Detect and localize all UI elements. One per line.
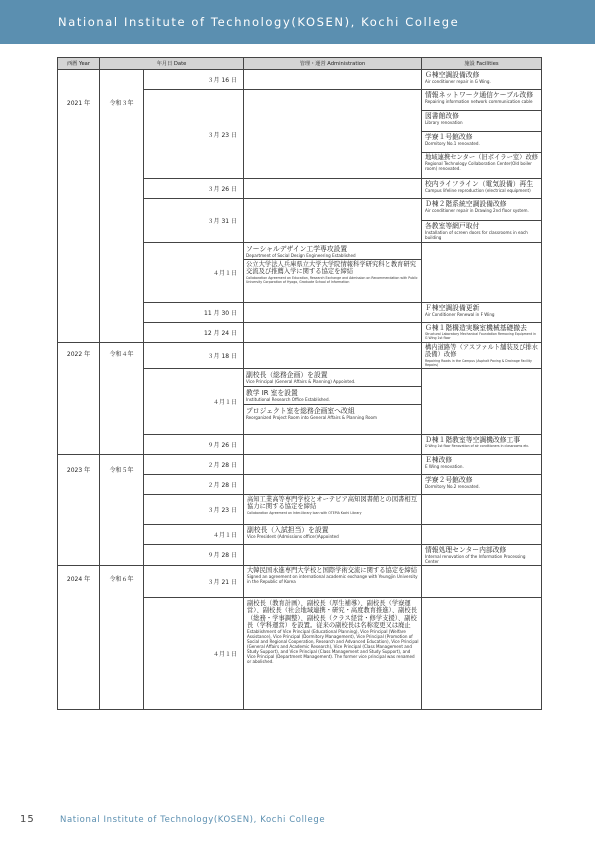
admin-cell bbox=[244, 368, 422, 434]
fac-text-en: Air conditioner repair in Drawing 2nd floor system. bbox=[425, 208, 529, 213]
fac-text-jp: 学寮１号館改修 bbox=[425, 133, 473, 141]
header-facilities: 施設 Facilities bbox=[422, 58, 542, 70]
date-cell: 12 月 24 日 bbox=[144, 323, 244, 343]
admin-cell bbox=[244, 474, 422, 494]
admin-cell bbox=[244, 179, 422, 199]
admin-text-jp: ソーシャルデザイン工学専攻設置 bbox=[246, 245, 348, 253]
fac-text-jp: 学寮２号館改修 bbox=[425, 475, 473, 484]
date-cell: ４月１日 bbox=[144, 368, 244, 434]
fac-text-en: Structural Laboratory Mechanical Foundation Removing Equipment in G Wing 1st floor bbox=[425, 332, 537, 340]
fac-text-jp: Ｇ棟空調設備改修 bbox=[425, 71, 480, 79]
header-title: National Institute of Technology(KOSEN), Kochi College bbox=[58, 15, 460, 29]
facilities-cell bbox=[422, 494, 542, 524]
facilities-cell bbox=[422, 132, 542, 153]
admin-text-jp: 教学 IR 室を設置 bbox=[246, 388, 298, 397]
admin-text-en: Vice Principal (General Affairs & Planning) Appointed. bbox=[246, 378, 356, 384]
admin-cell bbox=[244, 597, 422, 709]
admin-text-jp: 副校長（教育計画）、副校長（厚生補導）、副校長（学寮運営）、副校長（社会地域連携・研究・高度教育推進）、副校長（総務・学事調整）、副校長（クラス経営・修学支援）、副校長（学科運営）を設置。従来の副校長は名称変更又は廃止 bbox=[247, 599, 418, 630]
admin-cell bbox=[244, 303, 422, 323]
admin-text-en: Vice President (Admissions officer)Appointed bbox=[247, 533, 339, 539]
admin-cell bbox=[244, 524, 422, 544]
admin-cell bbox=[244, 323, 422, 343]
admin-cell bbox=[244, 494, 422, 524]
table-row bbox=[58, 343, 542, 369]
admin-text-en: Department of Social Design Engineering Established bbox=[246, 253, 356, 258]
admin-text-jp: 副校長（入試担当）を設置 bbox=[247, 525, 329, 534]
fac-text-en: D Wing 1st floor Renovation of air conditioners in classrooms etc. bbox=[425, 443, 530, 448]
facilities-cell bbox=[422, 343, 542, 369]
facilities-cell bbox=[422, 303, 542, 323]
era-cell: 令和６年 bbox=[100, 565, 144, 709]
date-cell: 11 月 30 日 bbox=[144, 303, 244, 323]
date-cell: ３月 23 日 bbox=[144, 494, 244, 524]
admin-cell bbox=[244, 90, 422, 179]
header-date: 年月日 Date bbox=[100, 58, 244, 70]
fac-text-jp: 図書館改修 bbox=[425, 112, 459, 120]
date-cell: ９月 28 日 bbox=[144, 544, 244, 565]
date-cell: ２月 28 日 bbox=[144, 474, 244, 494]
facilities-cell bbox=[422, 243, 542, 303]
fac-text-en: Internal renovation of the Information Processing Center bbox=[425, 553, 526, 564]
date-cell: ３月 18 日 bbox=[144, 343, 244, 369]
facilities-cell bbox=[422, 565, 542, 597]
footer-title: National Institute of Technology(KOSEN), Kochi College bbox=[60, 815, 326, 825]
fac-text-jp: Ｅ棟改修 bbox=[425, 455, 453, 464]
facilities-cell bbox=[422, 454, 542, 474]
fac-text-jp: Ｄ棟２階系統空調設備改修 bbox=[425, 200, 507, 208]
admin-text-en: Collaboration Agreement on Education, Research Exchange and Admission on Recommendation with Public University Corporation of Hyogo, Graduate School of Information bbox=[246, 275, 418, 284]
fac-text-en: Dormitory No.2 renovated. bbox=[425, 483, 480, 489]
table-row bbox=[58, 70, 542, 90]
facilities-cell bbox=[422, 524, 542, 544]
admin-cell bbox=[244, 434, 422, 454]
date-cell: ３月 23 日 bbox=[144, 90, 244, 179]
fac-text-en: E Wing renovation. bbox=[425, 463, 464, 469]
page-header-band bbox=[0, 0, 595, 44]
admin-text-jp: 高知工業高等専門学校とオーテピア高知図書館との図書相互協力に関する協定を締結 bbox=[247, 495, 418, 511]
fac-text-jp: 情報処理センター内部改修 bbox=[425, 545, 507, 554]
year-cell: 2022 年 bbox=[58, 343, 100, 455]
facilities-cell bbox=[422, 111, 542, 132]
fac-text-jp: 構内道路等（アスファルト舗装及び排水設備）改修 bbox=[425, 344, 538, 359]
fac-text-jp: Ｆ棟空調設備更新 bbox=[425, 304, 480, 312]
admin-text-en: Institutional Research Office Established. bbox=[246, 396, 330, 402]
admin-text-en: Signed an agreement on international academic exchange with Yeungjin University in the Republic of Korea bbox=[247, 574, 418, 585]
era-cell: 令和３年 bbox=[100, 70, 144, 343]
fac-text-en: Air conditioner repair in G Wing. bbox=[425, 79, 491, 84]
year-cell: 2023 年 bbox=[58, 454, 100, 565]
admin-cell bbox=[244, 343, 422, 369]
admin-cell bbox=[244, 544, 422, 565]
fac-text-jp: 情報ネットワーク通信ケーブル改修 bbox=[425, 91, 534, 99]
admin-cell bbox=[244, 565, 422, 597]
date-cell: ４月１日 bbox=[144, 524, 244, 544]
facilities-cell bbox=[422, 199, 542, 221]
history-table bbox=[57, 57, 542, 710]
table-row bbox=[58, 565, 542, 597]
era-cell: 令和５年 bbox=[100, 454, 144, 565]
date-cell: ４月１日 bbox=[144, 243, 244, 303]
date-cell: ２月 28 日 bbox=[144, 454, 244, 474]
facilities-cell bbox=[422, 153, 542, 179]
history-table-container bbox=[57, 57, 541, 710]
fac-text-jp: 地域連携センター（旧ボイラー室）改修 bbox=[425, 154, 539, 161]
fac-text-en: Installation of screen doors for classrooms in each building bbox=[425, 230, 528, 240]
fac-text-en: Air Conditioner Renewal in F Wing bbox=[425, 312, 495, 317]
fac-text-en: Library renovation bbox=[425, 120, 463, 125]
date-cell: ９月 26 日 bbox=[144, 434, 244, 454]
admin-cell bbox=[244, 199, 422, 243]
fac-text-jp: 校内ライフライン（電気設備）再生 bbox=[425, 180, 534, 188]
fac-text-jp: Ｄ棟１階教室等空調機改修工事 bbox=[425, 435, 521, 444]
table-header-row bbox=[58, 58, 542, 70]
fac-text-en: Regional Technology Collaboration Center(Old boiler room) renovated. bbox=[425, 161, 532, 172]
admin-cell bbox=[244, 70, 422, 90]
fac-text-jp: Ｇ棟１階構造実験室機械基礎撤去 bbox=[425, 324, 527, 332]
admin-text-jp: 大韓民国永進専門大学校と国際学術交流に関する協定を締結 bbox=[247, 566, 418, 574]
facilities-cell bbox=[422, 368, 542, 434]
fac-text-en: Repairing information network communication cable bbox=[425, 99, 533, 104]
date-cell: ３月 26 日 bbox=[144, 179, 244, 199]
admin-text-en: Reorganized Project Room into General Affairs & Planning Room bbox=[246, 414, 378, 420]
table-row bbox=[58, 454, 542, 474]
facilities-cell bbox=[422, 474, 542, 494]
admin-text-jp: 副校長（総務企画）を設置 bbox=[246, 370, 328, 379]
admin-text-jp: 公立大学法人兵庫県立大学大学院情報科学研究科と教育研究交流及び推薦入学に関する協定を締結 bbox=[246, 261, 417, 276]
fac-text-en: Campus lifeline reproduction (electrical equipment) bbox=[425, 188, 531, 193]
facilities-cell bbox=[422, 70, 542, 90]
admin-cell bbox=[244, 243, 422, 303]
date-cell: ４月１日 bbox=[144, 597, 244, 709]
year-cell: 2021 年 bbox=[58, 70, 100, 343]
date-cell: ３月 21 日 bbox=[144, 565, 244, 597]
facilities-cell bbox=[422, 221, 542, 243]
header-admin: 管理・運営 Administration bbox=[244, 58, 422, 70]
admin-text-en: Collaboration Agreement on Inter-library loan with OTEPIA Kochi Library bbox=[247, 510, 362, 515]
facilities-cell bbox=[422, 597, 542, 709]
date-cell: ３月 16 日 bbox=[144, 70, 244, 90]
facilities-cell bbox=[422, 544, 542, 565]
admin-cell bbox=[244, 454, 422, 474]
page-number: 15 bbox=[20, 814, 35, 825]
year-cell: 2024 年 bbox=[58, 565, 100, 709]
fac-text-jp: 各教室等網戸取付 bbox=[425, 222, 480, 230]
fac-text-en: Repairing Roads in the Campus (Asphalt Paving & Drainage Facility Repairs) bbox=[425, 358, 532, 367]
header-year: 西暦 Year bbox=[58, 58, 100, 70]
admin-text-en: Establishment of Vice Principal (Educational Planning), Vice Principal (Welfare Assistance), Vice Principal (Dormitory Management), Vice Principal (Promotion of Social and Regional Cooperation, Research and Advanced Education), Vice Principal (General Affairs and Academic Research), Vice Principal (Class Management and Study Support), and Vice Principal (Class Management and Study Support), and Vice Principal (Department Management). The former vice principal was renamed or abolished. bbox=[247, 629, 419, 665]
facilities-cell bbox=[422, 179, 542, 199]
admin-text-jp: プロジェクト室を総務企画室へ改組 bbox=[246, 406, 355, 415]
fac-text-en: Dormitory No.1 renovated. bbox=[425, 141, 480, 146]
facilities-cell bbox=[422, 90, 542, 111]
era-cell: 令和４年 bbox=[100, 343, 144, 455]
facilities-cell bbox=[422, 323, 542, 343]
date-cell: ３月 31 日 bbox=[144, 199, 244, 243]
facilities-cell bbox=[422, 434, 542, 454]
